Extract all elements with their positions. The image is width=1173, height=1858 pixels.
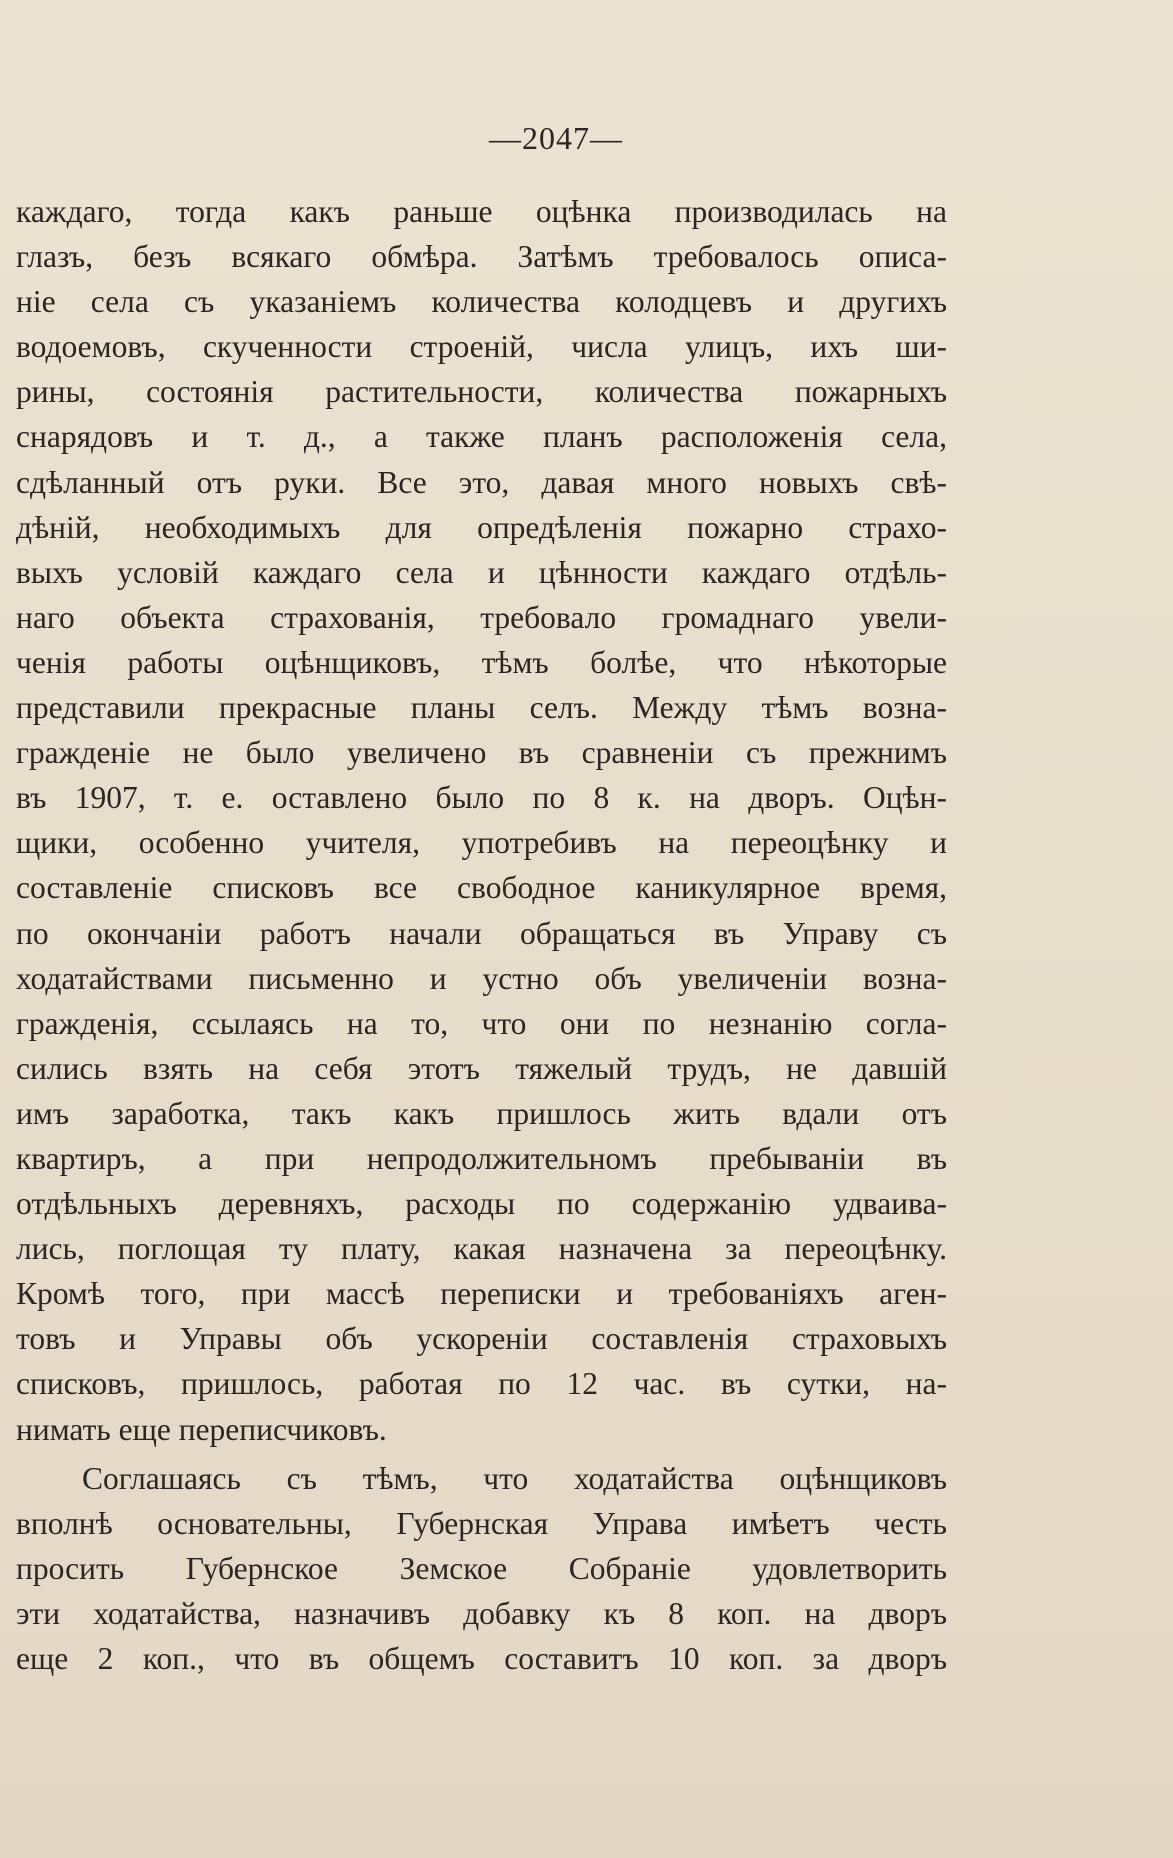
text-line: снарядовъ и т. д., а также планъ расположенія села, [16,419,947,455]
text-line: Кромѣ того, при массѣ переписки и требованіяхъ аген- [16,1276,947,1312]
text-line: каждаго, тогда какъ раньше оцѣнка производилась на [16,194,947,229]
text-line: представили прекрасные планы селъ. Между тѣмъ возна- [16,690,947,726]
text-line: гражденія, ссылаясь на то, что они по незнанію согла- [16,1005,947,1041]
text-line: квартиръ, а при непродолжительномъ пребываніи въ [16,1140,947,1176]
body-text [16,189,947,1681]
text-line: гражденіе не было увеличено въ сравненіи съ прежнимъ [16,735,947,771]
text-line: глазъ, безъ всякаго обмѣра. Затѣмъ требовалось описа- [16,239,947,275]
text-line: сдѣланный отъ руки. Все это, давая много новыхъ свѣ- [16,464,947,500]
text-line: составленіе списковъ все свободное каникулярное время, [16,870,947,906]
paragraph-1 [16,189,947,1452]
text-line: рины, состоянія растительности, количества пожарныхъ [16,374,947,410]
text-line: просить Губернское Земское Собраніе удовлетворить [16,1550,947,1586]
page-number: —2047— [489,120,623,156]
text-line: нимать еще переписчиковъ. [16,1411,387,1447]
text-line: дѣній, необходимыхъ для опредѣленія пожарно страхо- [16,509,947,545]
text-line: списковъ, пришлось, работая по 12 час. въ сутки, на- [16,1366,947,1402]
text-line: ніе села съ указаніемъ количества колодцевъ и другихъ [16,284,947,320]
text-line: лись, поглощая ту плату, какая назначена за переоцѣнку. [16,1231,947,1267]
text-line: ченія работы оцѣнщиковъ, тѣмъ болѣе, что нѣкоторые [16,644,947,680]
text-line: товъ и Управы объ ускореніи составленія страховыхъ [16,1321,947,1357]
text-line: наго объекта страхованія, требовало громаднаго увели- [16,599,947,635]
text-line: еще 2 коп., что въ общемъ составитъ 10 коп. за дворъ [16,1641,947,1676]
paragraph-2 [16,1456,947,1681]
text-line: въ 1907, т. е. оставлено было по 8 к. на дворъ. Оцѣн- [16,780,947,816]
text-line: Соглашаясь съ тѣмъ, что ходатайства оцѣнщиковъ [82,1460,947,1496]
text-line: имъ заработка, такъ какъ пришлось жить вдали отъ [16,1095,947,1131]
text-line: щики, особенно учителя, употребивъ на переоцѣнку и [16,825,947,861]
text-line: сились взять на себя этотъ тяжелый трудъ, не давшій [16,1050,947,1086]
text-line: выхъ условій каждаго села и цѣнности каждаго отдѣль- [16,554,947,590]
text-line: по окончаніи работъ начали обращаться въ Управу съ [16,915,947,951]
text-line: вполнѣ основательны, Губернская Управа имѣетъ честь [16,1505,947,1541]
text-line: водоемовъ, скученности строеній, числа улицъ, ихъ ши- [16,329,947,365]
text-line: ходатайствами письменно и устно объ увеличеніи возна- [16,960,947,996]
text-line: отдѣльныхъ деревняхъ, расходы по содержанію удваива- [16,1186,947,1222]
text-line: эти ходатайства, назначивъ добавку къ 8 коп. на дворъ [16,1595,947,1631]
